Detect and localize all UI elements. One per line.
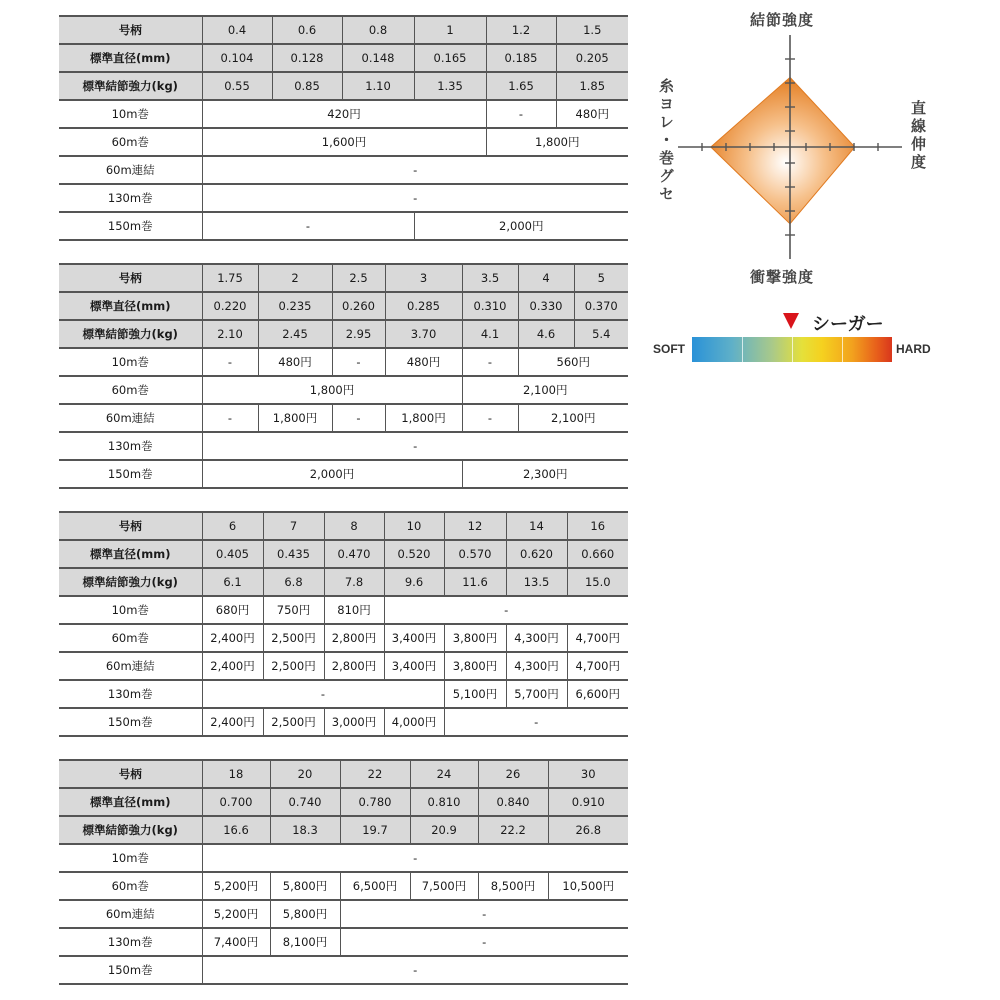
row-label: 号柄 <box>59 264 202 292</box>
table-row-knot-strength <box>59 320 628 348</box>
radar-label-top: 結節強度 <box>750 11 815 29</box>
table-cell: - <box>202 844 628 872</box>
hard-label: HARD <box>896 342 931 356</box>
table-cell: 0.148 <box>342 44 414 72</box>
table-row-r60m-link <box>59 404 628 432</box>
table-cell: 13.5 <box>506 568 567 596</box>
table-cell: 810円 <box>324 596 384 624</box>
bar-divider <box>792 337 793 362</box>
table-cell: 0.6 <box>272 16 342 44</box>
table-row-size <box>59 760 628 788</box>
table-cell: 1.75 <box>202 264 258 292</box>
row-label: 60m巻 <box>59 872 202 900</box>
table-cell: 6 <box>202 512 263 540</box>
table-cell: 3 <box>385 264 462 292</box>
row-label: 150m巻 <box>59 956 202 984</box>
table-row-size <box>59 16 628 44</box>
table-cell: 11.6 <box>444 568 506 596</box>
table-cell: 480円 <box>258 348 332 376</box>
table-cell: 9.6 <box>384 568 444 596</box>
table-cell: 26.8 <box>548 816 628 844</box>
row-label: 60m連結 <box>59 156 202 184</box>
row-label: 標準結節強力(kg) <box>59 72 202 100</box>
table-row-r60m <box>59 872 628 900</box>
table-cell: 2,500円 <box>263 624 324 652</box>
table-cell: - <box>202 680 444 708</box>
table-cell: 24 <box>410 760 478 788</box>
hardness-scale <box>640 300 960 380</box>
row-label: 標準直径(mm) <box>59 788 202 816</box>
table-cell: 1.2 <box>486 16 556 44</box>
table-cell: 0.260 <box>332 292 385 320</box>
table-cell: 10 <box>384 512 444 540</box>
table-cell: 3.70 <box>385 320 462 348</box>
table-cell: 5.4 <box>574 320 628 348</box>
table-cell: 6,500円 <box>340 872 410 900</box>
table-cell: 2.5 <box>332 264 385 292</box>
table-cell: 0.740 <box>270 788 340 816</box>
table-cell: - <box>340 900 628 928</box>
table-cell: 480円 <box>385 348 462 376</box>
table-cell: 3,000円 <box>324 708 384 736</box>
table-cell: 6.8 <box>263 568 324 596</box>
table-row-r60m <box>59 376 628 404</box>
table-cell: 20.9 <box>410 816 478 844</box>
table-cell: 18 <box>202 760 270 788</box>
table-cell: 480円 <box>556 100 628 128</box>
row-label: 標準直径(mm) <box>59 44 202 72</box>
hardness-gradient-bar <box>692 337 892 362</box>
table-cell: 4,700円 <box>567 624 628 652</box>
table-cell: 2.45 <box>258 320 332 348</box>
row-label: 10m巻 <box>59 348 202 376</box>
table-cell: 2,000円 <box>414 212 628 240</box>
row-label: 10m巻 <box>59 844 202 872</box>
table-cell: 2,100円 <box>462 376 628 404</box>
table-cell: 1.10 <box>342 72 414 100</box>
table-row-knot-strength <box>59 72 628 100</box>
table-cell: 7,400円 <box>202 928 270 956</box>
table-cell: 1,800円 <box>258 404 332 432</box>
table-cell: 1.5 <box>556 16 628 44</box>
radar-axes <box>678 35 902 259</box>
radar-chart-svg <box>640 0 940 300</box>
radar-label-right: 直線伸度 <box>909 100 927 172</box>
table-cell: 22.2 <box>478 816 548 844</box>
table-cell: 0.910 <box>548 788 628 816</box>
table-cell: 0.405 <box>202 540 263 568</box>
table-row-diameter <box>59 292 628 320</box>
row-label: 標準直径(mm) <box>59 540 202 568</box>
soft-label: SOFT <box>653 342 685 356</box>
table-cell: 3.5 <box>462 264 518 292</box>
table-cell: 6,600円 <box>567 680 628 708</box>
table-cell: 0.4 <box>202 16 272 44</box>
table-cell: 6.1 <box>202 568 263 596</box>
row-label: 130m巻 <box>59 432 202 460</box>
table-cell: 7,500円 <box>410 872 478 900</box>
table-cell: 5,200円 <box>202 872 270 900</box>
table-cell: 1,800円 <box>486 128 628 156</box>
table-cell: - <box>202 956 628 984</box>
table-row-r10m <box>59 348 628 376</box>
table-cell: 26 <box>478 760 548 788</box>
table-cell: 2.10 <box>202 320 258 348</box>
table-cell: 420円 <box>202 100 486 128</box>
table-cell: 16 <box>567 512 628 540</box>
table-row-diameter <box>59 44 628 72</box>
row-label: 60m連結 <box>59 404 202 432</box>
table-cell: 3,800円 <box>444 652 506 680</box>
row-label: 130m巻 <box>59 184 202 212</box>
table-cell: 18.3 <box>270 816 340 844</box>
table-cell: 12 <box>444 512 506 540</box>
row-label: 標準結節強力(kg) <box>59 320 202 348</box>
table-cell: 0.840 <box>478 788 548 816</box>
table-cell: 4.6 <box>518 320 574 348</box>
table-cell: 2,100円 <box>518 404 628 432</box>
table-cell: - <box>332 404 385 432</box>
table-row-knot-strength <box>59 568 628 596</box>
table-cell: 4,700円 <box>567 652 628 680</box>
table-cell: - <box>340 928 628 956</box>
table-row-r60m-link <box>59 156 628 184</box>
table-cell: 1,800円 <box>385 404 462 432</box>
table-row-r130m <box>59 680 628 708</box>
table-row-r60m <box>59 624 628 652</box>
table-cell: - <box>332 348 385 376</box>
radar-value-polygon <box>711 77 855 223</box>
table-cell: 1 <box>414 16 486 44</box>
radar-label-left: 糸ヨレ・巻グセ <box>657 78 675 204</box>
table-row-r150m <box>59 956 628 984</box>
table-cell: 20 <box>270 760 340 788</box>
table-row-size <box>59 512 628 540</box>
row-label: 60m連結 <box>59 900 202 928</box>
table-cell: 5,800円 <box>270 872 340 900</box>
row-label: 号柄 <box>59 512 202 540</box>
table-cell: 560円 <box>518 348 628 376</box>
table-cell: 2.95 <box>332 320 385 348</box>
table-cell: 4,000円 <box>384 708 444 736</box>
row-label: 10m巻 <box>59 596 202 624</box>
table-cell: 0.85 <box>272 72 342 100</box>
table-cell: 0.205 <box>556 44 628 72</box>
table-cell: 0.810 <box>410 788 478 816</box>
table-cell: 0.780 <box>340 788 410 816</box>
table-cell: 8,100円 <box>270 928 340 956</box>
table-row-r60m-link <box>59 900 628 928</box>
table-cell: 10,500円 <box>548 872 628 900</box>
table-cell: 0.185 <box>486 44 556 72</box>
table-cell: 1.65 <box>486 72 556 100</box>
row-label: 130m巻 <box>59 928 202 956</box>
row-label: 60m巻 <box>59 624 202 652</box>
table-cell: - <box>202 348 258 376</box>
row-label: 150m巻 <box>59 212 202 240</box>
table-row-r10m <box>59 596 628 624</box>
table-cell: 2,800円 <box>324 652 384 680</box>
table-cell: - <box>202 212 414 240</box>
table-cell: 0.370 <box>574 292 628 320</box>
row-label: 150m巻 <box>59 708 202 736</box>
table-cell: 5 <box>574 264 628 292</box>
row-label: 標準結節強力(kg) <box>59 568 202 596</box>
table-cell: 2,400円 <box>202 708 263 736</box>
table-cell: 0.104 <box>202 44 272 72</box>
hardness-marker-label: シーガー <box>812 314 884 335</box>
table-cell: 2,500円 <box>263 708 324 736</box>
table-cell: - <box>462 404 518 432</box>
table-cell: 1.35 <box>414 72 486 100</box>
row-label: 60m巻 <box>59 376 202 404</box>
table-cell: 5,200円 <box>202 900 270 928</box>
table-cell: 16.6 <box>202 816 270 844</box>
table-cell: - <box>202 184 628 212</box>
table-cell: 0.520 <box>384 540 444 568</box>
table-cell: 3,800円 <box>444 624 506 652</box>
table-row-knot-strength <box>59 816 628 844</box>
table-row-diameter <box>59 788 628 816</box>
table-cell: 0.660 <box>567 540 628 568</box>
table-cell: 0.235 <box>258 292 332 320</box>
table-cell: 22 <box>340 760 410 788</box>
table-cell: 1,600円 <box>202 128 486 156</box>
table-cell: 1,800円 <box>202 376 462 404</box>
table-row-r60m-link <box>59 652 628 680</box>
table-cell: 0.310 <box>462 292 518 320</box>
table-cell: 7 <box>263 512 324 540</box>
table-cell: 0.700 <box>202 788 270 816</box>
radar-chart <box>640 0 940 300</box>
row-label: 130m巻 <box>59 680 202 708</box>
table-cell: 0.620 <box>506 540 567 568</box>
table-cell: 3,400円 <box>384 652 444 680</box>
row-label: 号柄 <box>59 760 202 788</box>
table-cell: 2 <box>258 264 332 292</box>
spec-table-2 <box>59 263 628 489</box>
table-cell: - <box>202 404 258 432</box>
bar-divider <box>842 337 843 362</box>
table-cell: 14 <box>506 512 567 540</box>
table-cell: 0.570 <box>444 540 506 568</box>
table-cell: 2,800円 <box>324 624 384 652</box>
table-cell: 8 <box>324 512 384 540</box>
table-cell: 0.285 <box>385 292 462 320</box>
table-row-r10m <box>59 844 628 872</box>
table-cell: 0.435 <box>263 540 324 568</box>
table-row-r150m <box>59 460 628 488</box>
table-cell: - <box>486 100 556 128</box>
spec-table-1 <box>59 15 628 241</box>
table-cell: 0.220 <box>202 292 258 320</box>
table-row-r130m <box>59 928 628 956</box>
row-label: 150m巻 <box>59 460 202 488</box>
spec-table-4 <box>59 759 628 985</box>
table-row-size <box>59 264 628 292</box>
table-cell: 4.1 <box>462 320 518 348</box>
hardness-marker-icon <box>783 313 799 329</box>
row-label: 60m巻 <box>59 128 202 156</box>
table-row-r60m <box>59 128 628 156</box>
table-row-r150m <box>59 708 628 736</box>
table-cell: 0.470 <box>324 540 384 568</box>
table-cell: - <box>202 156 628 184</box>
table-cell: 5,100円 <box>444 680 506 708</box>
table-cell: 5,800円 <box>270 900 340 928</box>
table-row-r10m <box>59 100 628 128</box>
radar-label-bottom: 衝撃強度 <box>750 268 815 286</box>
table-cell: 2,500円 <box>263 652 324 680</box>
spec-table-3 <box>59 511 628 737</box>
table-cell: 0.55 <box>202 72 272 100</box>
table-cell: - <box>444 708 628 736</box>
table-cell: 3,400円 <box>384 624 444 652</box>
table-cell: 2,300円 <box>462 460 628 488</box>
row-label: 号柄 <box>59 16 202 44</box>
table-cell: - <box>202 432 628 460</box>
table-cell: 680円 <box>202 596 263 624</box>
table-cell: 0.330 <box>518 292 574 320</box>
table-row-r130m <box>59 432 628 460</box>
table-cell: 2,400円 <box>202 652 263 680</box>
table-row-r150m <box>59 212 628 240</box>
table-row-diameter <box>59 540 628 568</box>
table-cell: 7.8 <box>324 568 384 596</box>
table-cell: 2,400円 <box>202 624 263 652</box>
table-cell: - <box>462 348 518 376</box>
row-label: 標準直径(mm) <box>59 292 202 320</box>
table-cell: 2,000円 <box>202 460 462 488</box>
table-cell: 0.128 <box>272 44 342 72</box>
row-label: 10m巻 <box>59 100 202 128</box>
row-label: 60m連結 <box>59 652 202 680</box>
table-cell: 30 <box>548 760 628 788</box>
table-cell: 1.85 <box>556 72 628 100</box>
table-cell: 8,500円 <box>478 872 548 900</box>
row-label: 標準結節強力(kg) <box>59 816 202 844</box>
table-cell: 4,300円 <box>506 652 567 680</box>
table-cell: 0.165 <box>414 44 486 72</box>
bar-divider <box>742 337 743 362</box>
table-cell: 750円 <box>263 596 324 624</box>
table-cell: 0.8 <box>342 16 414 44</box>
table-cell: - <box>384 596 628 624</box>
table-cell: 15.0 <box>567 568 628 596</box>
table-cell: 19.7 <box>340 816 410 844</box>
table-cell: 4 <box>518 264 574 292</box>
table-cell: 5,700円 <box>506 680 567 708</box>
table-cell: 4,300円 <box>506 624 567 652</box>
table-row-r130m <box>59 184 628 212</box>
